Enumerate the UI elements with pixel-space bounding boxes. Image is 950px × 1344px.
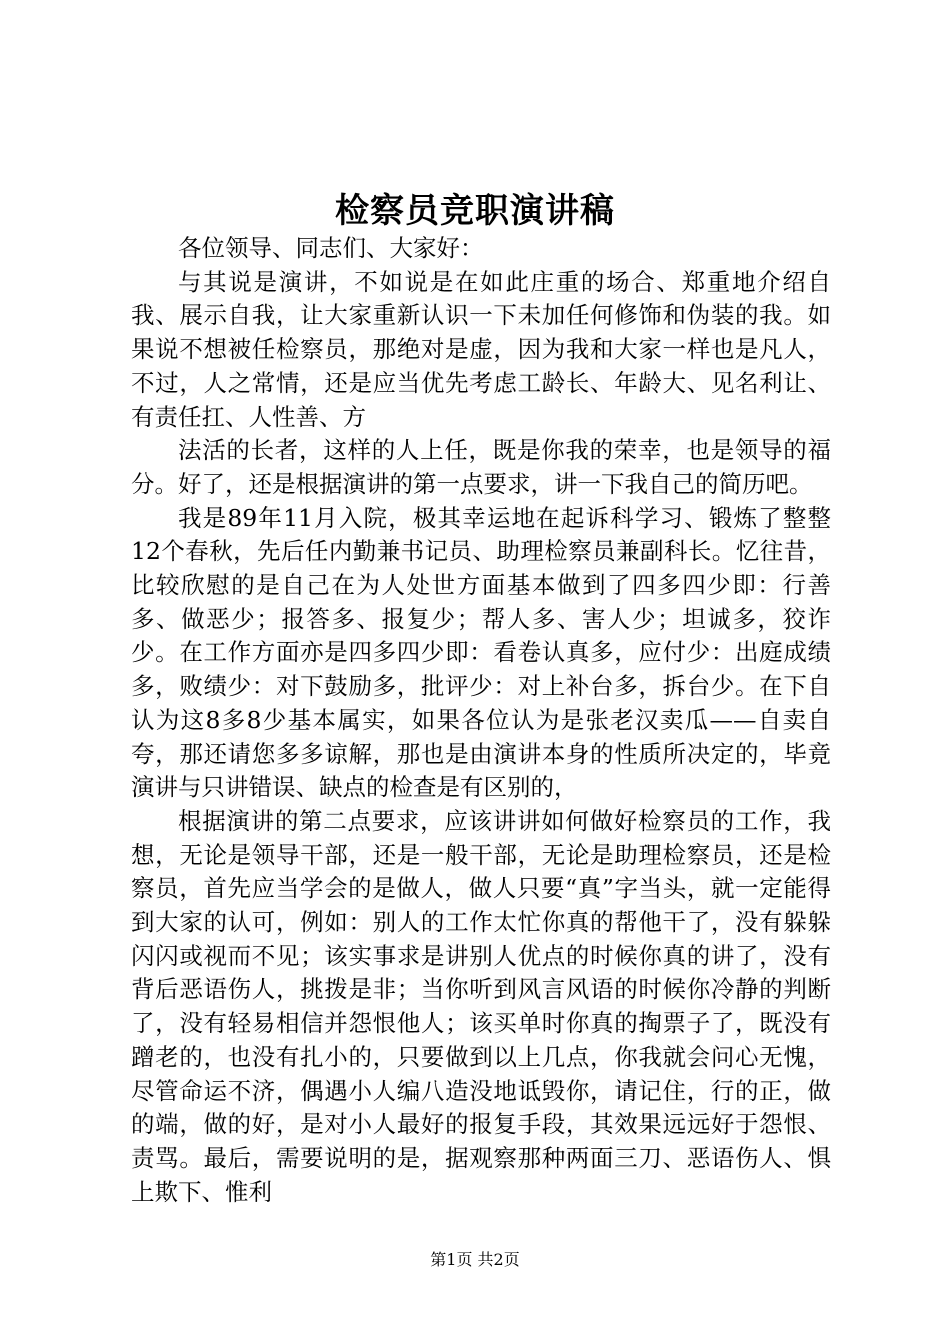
document-body [131,232,831,1209]
paragraph: 与其说是演讲，不如说是在如此庄重的场合、郑重地介绍自我、展示自我，让大家重新认识一下未加任何修饰和伪装的我。如果说不想被任检察员，那绝对是虚，因为我和大家一样也是凡人，不过，人之常情，还是应当优先考虑工龄长、年龄大、见名利让、有责任扛、人性善、方 [131,267,831,431]
document-title: 检察员竞职演讲稿 [335,191,615,231]
paragraph: 我是89年11月入院，极其幸运地在起诉科学习、锻炼了整整12个春秋，先后任内勤兼书记员、助理检察员兼副科长。忆往昔，比较欣慰的是自己在为人处世方面基本做到了四多四少即：行善多、做恶少；报答多、报复少；帮人多、害人少；坦诚多，狡诈少。在工作方面亦是四多四少即：看卷认真多，应付少：出庭成绩多，败绩少：对下鼓励多，批评少：对上补台多，拆台少。在下自认为这8多8少基本属实，如果各位认为是张老汉卖瓜——自卖自夸，那还请您多多谅解，那也是由演讲本身的性质所决定的，毕竟演讲与只讲错误、缺点的检查是有区别的， [131,503,831,802]
paragraph-greeting: 各位领导、同志们、大家好： [178,234,484,262]
paragraph: 根据演讲的第二点要求，应该讲讲如何做好检察员的工作，我想，无论是领导干部，还是一般干部，无论是助理检察员，还是检察员，首先应当学会的是做人，做人只要“真”字当头，就一定能得到大家的认可，例如：别人的工作太忙你真的帮他干了，没有躲躲闪闪或视而不见；该实事求是讲别人优点的时候你真的讲了，没有背后恶语伤人，挑拨是非；当你听到风言风语的时候你冷静的判断了，没有轻易相信并怨恨他人；该买单时你真的掏票子了，既没有蹭老的，也没有扎小的，只要做到以上几点，你我就会问心无愧，尽管命运不济，偶遇小人编八造没地诋毁你，请记住，行的正，做的端，做的好，是对小人最好的报复手段，其效果远远好于怨恨、责骂。最后，需要说明的是，据观察那种两面三刀、恶语伤人、惧上欺下、惟利 [131,806,831,1206]
paragraph: 法活的长者，这样的人上任，既是你我的荣幸，也是领导的福分。好了，还是根据演讲的第一点要求，讲一下我自己的简历吧。 [131,436,831,498]
page-footer: 第1页 共2页 [430,1250,520,1269]
